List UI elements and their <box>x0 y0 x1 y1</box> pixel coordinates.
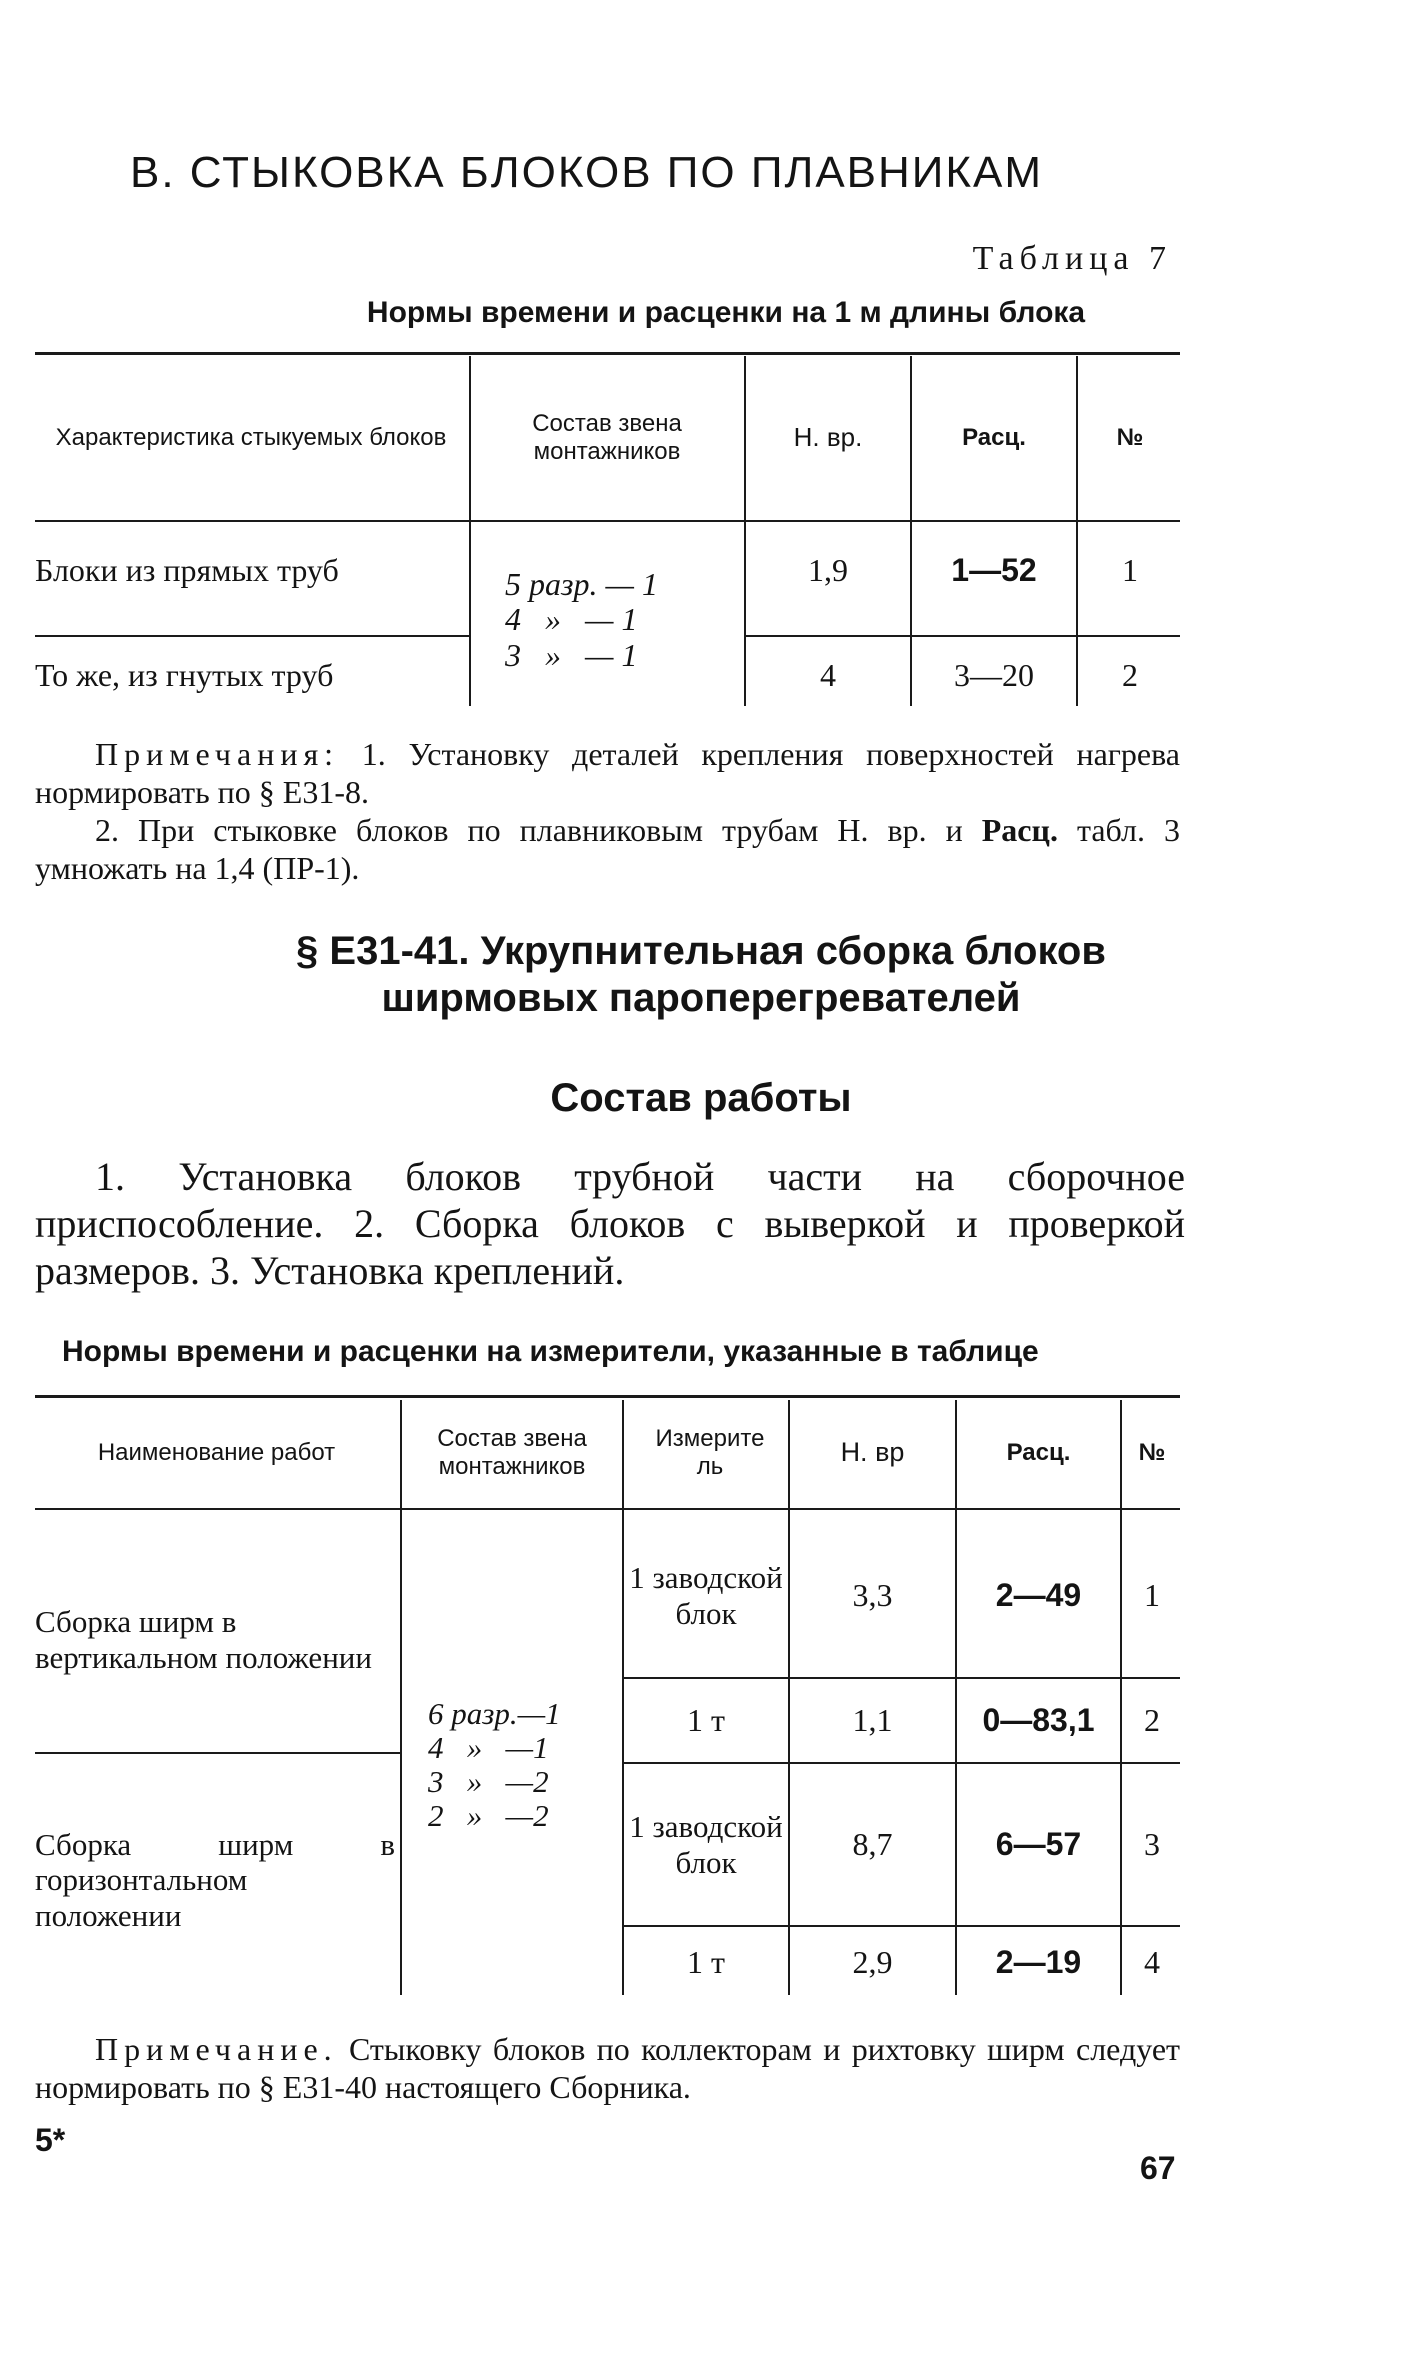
table2-row4-norm: 2,9 <box>852 1944 893 1981</box>
table2-header-rule <box>35 1508 1180 1510</box>
table7-header-crew: Состав звена монтажников <box>532 409 682 465</box>
table7-vline-1 <box>469 356 471 706</box>
paragraph-title-line1: § Е31-41. Укрупнительная сборка блоков <box>296 929 1106 973</box>
table7-vline-2 <box>744 356 746 706</box>
table2-row3-rate: 6—57 <box>995 1826 1082 1863</box>
table2-row3-norm: 8,7 <box>852 1826 893 1863</box>
notes2-label: Примечание. <box>95 2031 338 2067</box>
notes2-text: Стыковку блоков по коллекторам и рихтовку ширм следует нормировать по § Е31-40 настоящего Сборника. <box>35 2031 1180 2105</box>
table7-caption: Нормы времени и расценки на 1 м длины блока <box>366 296 1086 329</box>
table2-header-work: Наименование работ <box>97 1439 336 1467</box>
table2-vline-3 <box>788 1400 790 1995</box>
table2-vline-1 <box>400 1400 402 1995</box>
table7-header-norm: Н. вр. <box>793 421 863 452</box>
table7-vline-3 <box>910 356 912 706</box>
table2-row2-norm: 1,1 <box>852 1701 893 1738</box>
table2-row-rule-1 <box>623 1677 1180 1679</box>
signature-mark: 5* <box>35 2122 66 2158</box>
table7-header-characteristic: Характеристика стыкуемых блоков <box>55 423 447 451</box>
notes2 <box>35 2030 1180 2106</box>
table7-crew: 5 разр. — 1 4 » — 1 3 » — 1 <box>505 566 658 673</box>
table2-row4-rate: 2—19 <box>995 1944 1082 1981</box>
table2-row2-no: 2 <box>1144 1701 1160 1738</box>
table2-row1-unit: 1 заводской блок <box>629 1559 783 1631</box>
table2-group2-label: Сборка ширм в горизонтальном положении <box>35 1826 395 1933</box>
table2-row1-no: 1 <box>1144 1577 1160 1614</box>
table2-row-rule-3 <box>623 1925 1180 1927</box>
table2-row1-norm: 3,3 <box>852 1577 893 1614</box>
table2-header-no: № <box>1138 1439 1166 1467</box>
work-text: 1. Установка блоков трубной части на сборочное приспособление. 2. Сборка блоков с выверкой и проверкой размеров. 3. Установка креплений. <box>35 1154 1185 1293</box>
table2-header-rate: Расц. <box>1006 1439 1071 1467</box>
table7-vline-4 <box>1076 356 1078 706</box>
table7-row1-norm: 1,9 <box>808 551 848 588</box>
table2-vline-5 <box>1120 1400 1122 1995</box>
notes1-line2-bold: Расц. <box>981 812 1058 848</box>
notes1-line2-a: 2. При стыковке блоков по плавниковым трубам Н. вр. и <box>95 812 982 848</box>
table7-row2-rate: 3—20 <box>954 656 1034 693</box>
notes1-label: Примечания: <box>95 736 340 772</box>
section-title: В. СТЫКОВКА БЛОКОВ ПО ПЛАВНИКАМ <box>130 148 1044 197</box>
table2-header-norm: Н. вр <box>840 1437 905 1468</box>
table2-row3-unit: 1 заводской блок <box>629 1808 783 1880</box>
table2-crew: 6 разр.—1 4 » —1 3 » —2 2 » —2 <box>428 1695 561 1834</box>
paragraph-title-line2: ширмовых пароперегревателей <box>381 976 1021 1020</box>
table7-header-no: № <box>1116 423 1144 451</box>
table2-row4-unit: 1 т <box>687 1944 725 1981</box>
table7-row1-label: Блоки из прямых труб <box>35 551 339 588</box>
table2-vline-4 <box>955 1400 957 1995</box>
table2-row3-no: 3 <box>1144 1826 1160 1863</box>
table7-header-rate: Расц. <box>962 423 1026 451</box>
table7-row-rule-right <box>745 635 1180 637</box>
table2-row1-rate: 2—49 <box>995 1577 1082 1614</box>
table7-row2-no: 2 <box>1122 656 1138 693</box>
table7-row1-rate: 1—52 <box>951 551 1037 588</box>
table7-row1-no: 1 <box>1122 551 1138 588</box>
table2-vline-2 <box>622 1400 624 1995</box>
table2-group1-label: Сборка ширм в вертикальном положении <box>35 1604 372 1675</box>
table2-header-crew: Состав звена монтажников <box>437 1425 587 1480</box>
table7-row2-norm: 4 <box>820 656 836 693</box>
table2-top-rule <box>35 1395 1180 1398</box>
table2-row2-unit: 1 т <box>687 1701 725 1738</box>
page-number: 67 <box>1140 2150 1176 2186</box>
notes1 <box>35 735 1180 887</box>
table2-row4-no: 4 <box>1144 1944 1160 1981</box>
table2-row2-rate: 0—83,1 <box>982 1701 1095 1738</box>
table2-group-rule <box>35 1752 400 1754</box>
notes1-line1: 1. Установку деталей крепления поверхностей нагрева нормировать по § Е31-8. <box>35 736 1181 810</box>
table2-row-rule-2 <box>623 1762 1180 1764</box>
table2-header-unit: Измеритель <box>655 1425 765 1480</box>
work-heading: Состав работы <box>550 1076 852 1120</box>
table7-top-rule <box>35 352 1180 355</box>
table7-header-rule <box>35 520 1180 522</box>
notes1-line2-b: табл. 3 умножать на 1,4 (ПР-1). <box>35 812 1181 886</box>
table2-caption: Нормы времени и расценки на измерители, указанные в таблице <box>62 1335 1039 1368</box>
table7-row2-label: То же, из гнутых труб <box>35 656 334 693</box>
table-number-label: Таблица 7 <box>972 240 1172 277</box>
table7-row-rule-left <box>35 635 470 637</box>
